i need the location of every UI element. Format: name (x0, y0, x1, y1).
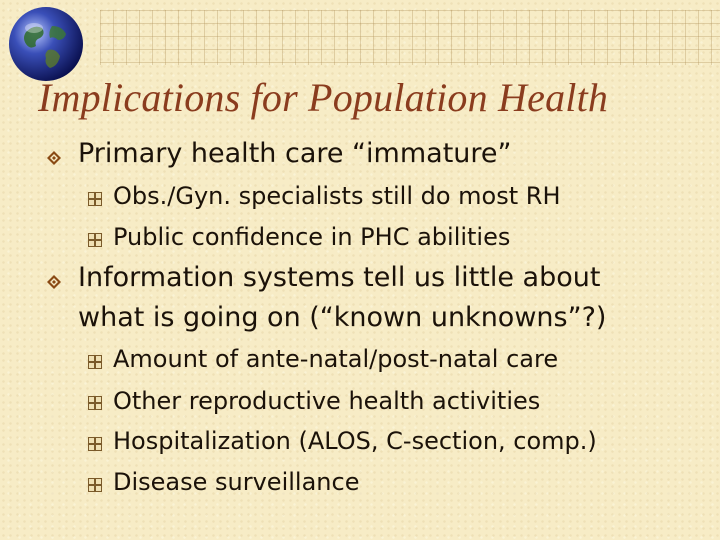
header-grid-pattern (100, 10, 720, 65)
square-bullet-icon (88, 396, 102, 410)
square-bullet-icon (88, 478, 102, 492)
bullet-information-systems-line2: what is going on (“known unknowns”?) (78, 302, 607, 333)
sub-bullet-reproductive-health: Other reproductive health activities (113, 387, 541, 415)
square-bullet-icon (88, 233, 102, 247)
globe-icon (8, 6, 84, 82)
sub-bullet-ante-natal-care: Amount of ante-natal/post-natal care (113, 345, 559, 373)
bullet-information-systems-line1: Information systems tell us little about (78, 262, 601, 293)
sub-bullet-obs-gyn: Obs./Gyn. specialists still do most RH (113, 182, 561, 210)
square-bullet-icon (88, 192, 102, 206)
bullet-primary-health-care: Primary health care “immature” (78, 138, 512, 169)
sub-bullet-hospitalization: Hospitalization (ALOS, C-section, comp.) (113, 427, 597, 455)
slide-title: Implications for Population Health (38, 75, 609, 120)
sub-bullet-disease-surveillance: Disease surveillance (113, 468, 360, 496)
square-bullet-icon (88, 355, 102, 369)
diamond-bullet-icon (47, 275, 61, 289)
diamond-bullet-icon (47, 151, 61, 165)
sub-bullet-public-confidence: Public confidence in PHC abilities (113, 223, 511, 251)
square-bullet-icon (88, 437, 102, 451)
